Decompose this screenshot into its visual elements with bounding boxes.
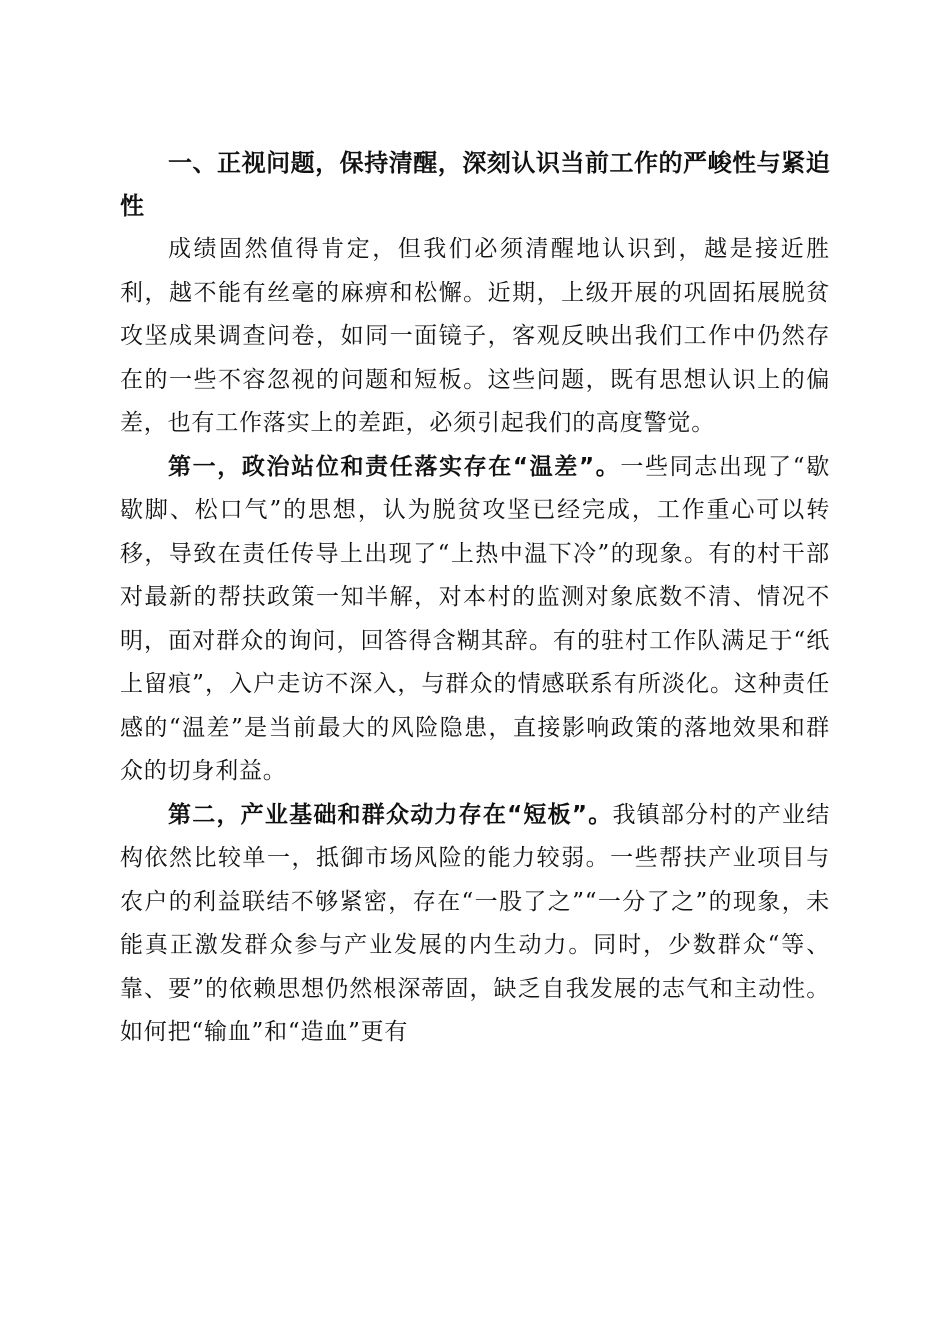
paragraph-3-lead: 第二，产业基础和群众动力存在“短板”。: [168, 801, 613, 828]
paragraph-2: [120, 446, 830, 794]
section-heading: 一、正视问题，保持清醒，深刻认识当前工作的严峻性与紧迫性: [120, 149, 830, 220]
document-body: [120, 142, 830, 1055]
paragraph-1-text: 成绩固然值得肯定，但我们必须清醒地认识到，越是接近胜利，越不能有丝毫的麻痹和松懈。近期，上级开展的巩固拓展脱贫攻坚成果调查问卷，如同一面镜子，客观反映出我们工作中仍然存在的一些不容忽视的问题和短板。这些问题，既有思想认识上的偏差，也有工作落实上的差距，必须引起我们的高度警觉。: [120, 236, 830, 436]
paragraph-2-lead: 第一，政治站位和责任落实存在“温差”。: [168, 453, 621, 480]
paragraph-1: [120, 228, 830, 446]
paragraph-3: [120, 794, 830, 1055]
paragraph-2-text: 一些同志出现了“歇歇脚、松口气”的思想，认为脱贫攻坚已经完成，工作重心可以转移，导致在责任传导上出现了“上热中温下冷”的现象。有的村干部对最新的帮扶政策一知半解，对本村的监测对象底数不清、情况不明，面对群众的询问，回答得含糊其辞。有的驻村工作队满足于“纸上留痕”，入户走访不深入，与群众的情感联系有所淡化。这种责任感的“温差”是当前最大的风险隐患，直接影响政策的落地效果和群众的切身利益。: [120, 453, 830, 784]
paragraph-3-text: 我镇部分村的产业结构依然比较单一，抵御市场风险的能力较弱。一些帮扶产业项目与农户的利益联结不够紧密，存在“一股了之”“一分了之”的现象，未能真正激发群众参与产业发展的内生动力。同时，少数群众“等、靠、要”的依赖思想仍然根深蒂固，缺乏自我发展的志气和主动性。如何把“输血”和“造血”更有: [120, 801, 831, 1045]
